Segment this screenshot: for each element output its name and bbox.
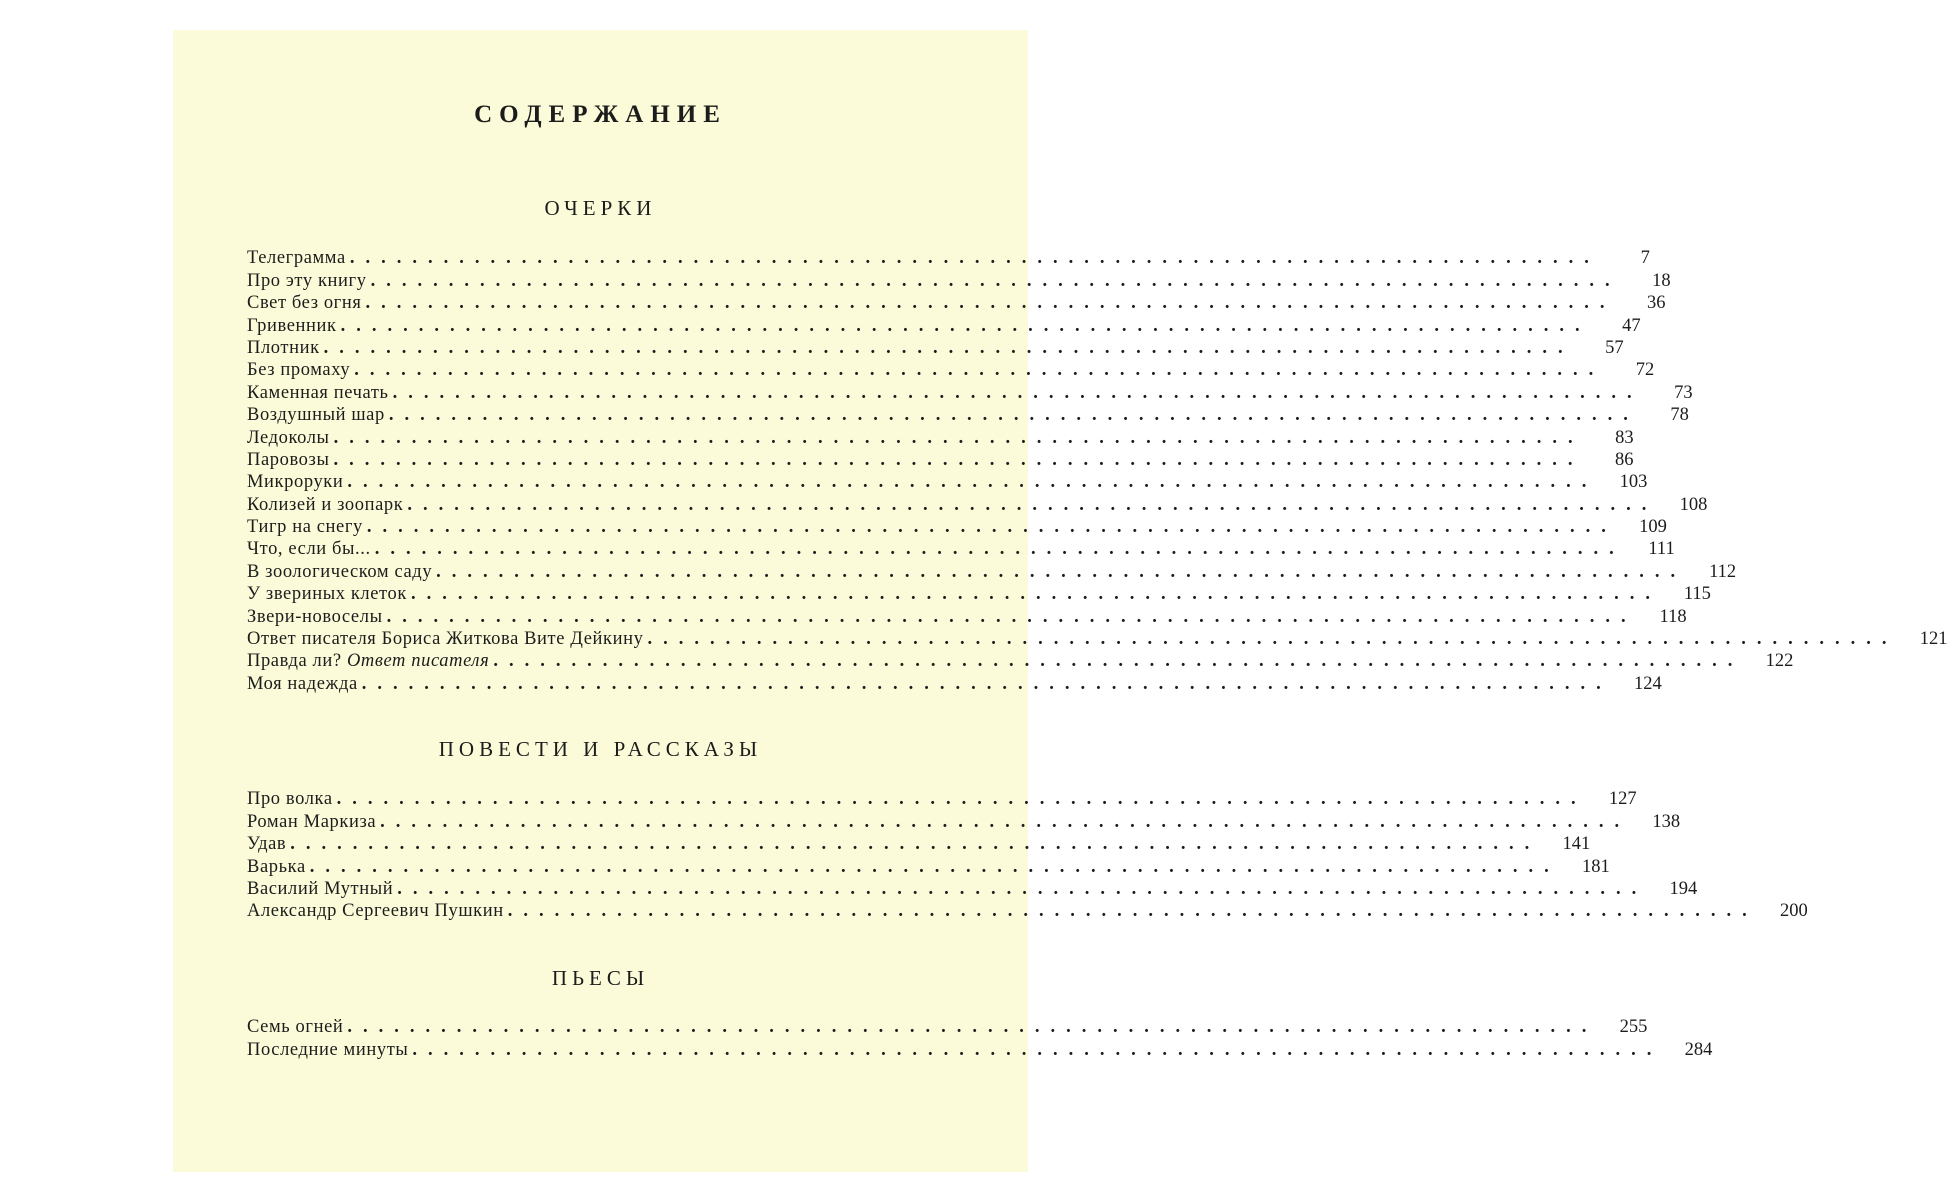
toc-list-pesy	[247, 1016, 1713, 1061]
toc-entry-title-text: Без промаху	[247, 360, 351, 381]
toc-entry-title	[247, 673, 362, 695]
toc-entry-title-text: Семь огней	[247, 1017, 344, 1038]
toc-entry-page: 73	[1674, 382, 1693, 403]
toc-entry	[247, 855, 1610, 877]
toc-dot-leader: ................................................................................	[333, 449, 1584, 470]
toc-entry-title-text: Александр Сергеевич Пушкин	[247, 901, 504, 922]
toc-entry	[247, 247, 1650, 269]
toc-dot-leader: ................................................................................	[347, 472, 1598, 493]
toc-entry-title-text: Варька	[247, 856, 306, 877]
toc-entry-page: 127	[1608, 789, 1637, 810]
toc-entry-title	[247, 382, 393, 404]
toc-entry	[247, 628, 1947, 650]
toc-entry	[247, 605, 1687, 627]
toc-entry-page: 255	[1619, 1017, 1648, 1038]
toc-entry-title	[247, 494, 407, 516]
toc-entry-title	[247, 583, 411, 605]
toc-entry	[247, 788, 1637, 810]
toc-entry-page: 47	[1622, 315, 1641, 336]
toc-entry-title	[247, 516, 367, 538]
toc-entry-page: 181	[1582, 856, 1610, 877]
toc-entry-title	[247, 900, 508, 922]
toc-entry-title-text: Воздушный шар	[247, 405, 385, 426]
toc-entry-page: 86	[1614, 449, 1634, 470]
toc-dot-leader: ................................................................................	[380, 811, 1631, 832]
toc-entry	[247, 583, 1711, 605]
toc-entry	[247, 538, 1675, 560]
toc-entry-title	[247, 1039, 412, 1061]
toc-dot-leader: ................................................................................	[412, 1039, 1663, 1060]
toc-entry-title	[247, 856, 310, 878]
toc-entry-page: 200	[1780, 901, 1808, 922]
toc-dot-leader: ................................................................................	[647, 629, 1898, 650]
toc-entry	[247, 337, 1624, 359]
toc-entry-page: 103	[1619, 472, 1648, 493]
toc-list-ocherki	[247, 247, 1947, 695]
toc-list-povesti	[247, 788, 1808, 922]
toc-entry	[247, 810, 1681, 832]
toc-dot-leader: ................................................................................	[436, 561, 1687, 582]
toc-entry	[247, 449, 1634, 471]
toc-entry	[247, 471, 1648, 493]
toc-entry-page: 121	[1919, 629, 1947, 650]
toc-entry-title-text: Про эту книгу	[247, 270, 367, 291]
toc-entry-title-text: Каменная печать	[247, 382, 389, 403]
toc-entry-title-text: Паровозы	[247, 449, 330, 470]
toc-dot-leader: ................................................................................	[388, 405, 1639, 426]
toc-entry-title	[247, 404, 389, 426]
toc-entry-title	[247, 811, 380, 833]
toc-entry-title-text: Последние минуты	[247, 1039, 409, 1060]
toc-dot-leader: ................................................................................	[370, 270, 1621, 291]
toc-entry-page: 111	[1648, 539, 1675, 560]
toc-entry	[247, 493, 1708, 515]
toc-dot-leader: ................................................................................	[340, 315, 1591, 336]
toc-entry	[247, 650, 1794, 672]
toc-entry-title-text: В зоологическом саду	[247, 561, 433, 582]
toc-entry-title-text: Плотник	[247, 337, 320, 358]
toc-entry-title	[247, 471, 347, 493]
toc-entry-title	[247, 315, 341, 337]
toc-entry-title	[247, 270, 371, 292]
toc-entry-page: 18	[1652, 270, 1671, 291]
toc-entry-page: 7	[1640, 248, 1650, 269]
toc-entry	[247, 878, 1698, 900]
toc-entry-title-text: Колизей и зоопарк	[247, 494, 404, 515]
toc-entry-title	[247, 1016, 347, 1038]
toc-entry-title-text: Звери-новоселы	[247, 606, 383, 627]
toc-entry-title	[247, 650, 493, 672]
toc-entry-page: 118	[1659, 606, 1687, 627]
toc-entry-title-text: Ледоколы	[247, 427, 330, 448]
toc-entry-title-text: Гривенник	[247, 315, 337, 336]
toc-entry-page: 83	[1615, 427, 1634, 448]
toc-entry	[247, 426, 1634, 448]
toc-entry	[247, 900, 1808, 922]
toc-entry	[247, 292, 1666, 314]
book-page	[173, 30, 1947, 1172]
toc-dot-leader: ................................................................................	[323, 337, 1574, 358]
toc-entry-page: 284	[1684, 1039, 1713, 1060]
toc-entry	[247, 314, 1641, 336]
toc-entry-title-text: У звериных клеток	[247, 584, 407, 605]
toc-entry-title	[247, 247, 350, 269]
toc-entry-page: 138	[1652, 811, 1681, 832]
toc-entry-page: 112	[1709, 561, 1737, 582]
toc-entry-title	[247, 561, 436, 583]
toc-entry-title-text: Правда ли?	[247, 651, 342, 672]
toc-entry-subtitle: Ответ писателя	[346, 651, 490, 672]
toc-dot-leader: ................................................................................	[336, 789, 1587, 810]
toc-entry-title-text: Ответ писателя Бориса Житкова Вите Дейкину	[247, 629, 644, 650]
toc-entry-title-text: Удав	[247, 834, 287, 855]
toc-dot-leader: ................................................................................	[386, 606, 1637, 627]
toc-entry-page: 57	[1605, 337, 1624, 358]
toc-entry-title-text: Что, если бы...	[247, 539, 371, 560]
toc-entry-title-text: Свет без огня	[247, 293, 362, 314]
toc-entry-title-text: Василий Мутный	[247, 878, 394, 899]
toc-entry	[247, 560, 1737, 582]
toc-entry-title	[247, 292, 365, 314]
toc-dot-leader: ................................................................................	[507, 901, 1758, 922]
toc-entry-title-text: Роман Маркиза	[247, 811, 377, 832]
toc-dot-leader: ................................................................................	[407, 494, 1658, 515]
toc-entry-title	[247, 628, 647, 650]
toc-entry-page: 115	[1683, 584, 1711, 605]
toc-entry-title	[247, 337, 324, 359]
toc-entry-title	[247, 788, 337, 810]
toc-entry-page: 72	[1635, 360, 1655, 381]
toc-entry-title-text: Моя надежда	[247, 673, 358, 694]
toc-entry-title	[247, 427, 334, 449]
toc-dot-leader: ................................................................................	[392, 382, 1643, 403]
toc-entry	[247, 672, 1662, 694]
toc-dot-leader: ................................................................................	[290, 834, 1541, 855]
toc-dot-leader: ................................................................................	[493, 651, 1744, 672]
toc-dot-leader: ................................................................................	[309, 856, 1560, 877]
toc-dot-leader: ................................................................................	[410, 584, 1661, 605]
toc-dot-leader: ................................................................................	[366, 517, 1617, 538]
toc-entry	[247, 516, 1667, 538]
page-title: СОДЕРЖАНИЕ	[474, 101, 727, 128]
toc-entry	[247, 1038, 1713, 1060]
toc-entry-page: 194	[1669, 878, 1698, 899]
toc-entry-title	[247, 538, 375, 560]
toc-entry-page: 36	[1646, 293, 1666, 314]
toc-entry	[247, 269, 1671, 291]
toc-dot-leader: ................................................................................	[361, 673, 1612, 694]
section-heading-ocherki: ОЧЕРКИ	[544, 196, 657, 220]
toc-entry-title	[247, 878, 397, 900]
toc-dot-leader: ................................................................................	[333, 427, 1584, 448]
toc-entry-page: 124	[1634, 673, 1662, 694]
toc-entry	[247, 1016, 1648, 1038]
toc-entry	[247, 359, 1655, 381]
toc-entry-page: 122	[1765, 651, 1794, 672]
toc-dot-leader: ................................................................................	[397, 878, 1648, 899]
toc-entry-page: 109	[1639, 517, 1667, 538]
toc-entry-title	[247, 606, 387, 628]
toc-entry	[247, 833, 1591, 855]
toc-entry-page: 141	[1562, 834, 1591, 855]
toc-dot-leader: ................................................................................	[349, 248, 1600, 269]
toc-dot-leader: ................................................................................	[347, 1017, 1598, 1038]
toc-entry-title-text: Про волка	[247, 789, 333, 810]
toc-entry	[247, 404, 1689, 426]
toc-entry	[247, 381, 1693, 403]
toc-entry-title	[247, 449, 333, 471]
toc-entry-page: 108	[1679, 494, 1708, 515]
toc-entry-title-text: Тигр на снегу	[247, 517, 363, 538]
toc-dot-leader: ................................................................................	[374, 539, 1625, 560]
toc-entry-page: 78	[1670, 405, 1689, 426]
toc-entry-title-text: Телеграмма	[247, 248, 346, 269]
section-heading-pesy: ПЬЕСЫ	[551, 966, 650, 990]
toc-entry-title	[247, 359, 354, 381]
toc-dot-leader: ................................................................................	[365, 293, 1616, 314]
toc-entry-title-text: Микроруки	[247, 472, 344, 493]
section-heading-povesti: ПОВЕСТИ И РАССКАЗЫ	[438, 737, 763, 761]
toc-dot-leader: ................................................................................	[354, 360, 1605, 381]
toc-entry-title	[247, 833, 290, 855]
